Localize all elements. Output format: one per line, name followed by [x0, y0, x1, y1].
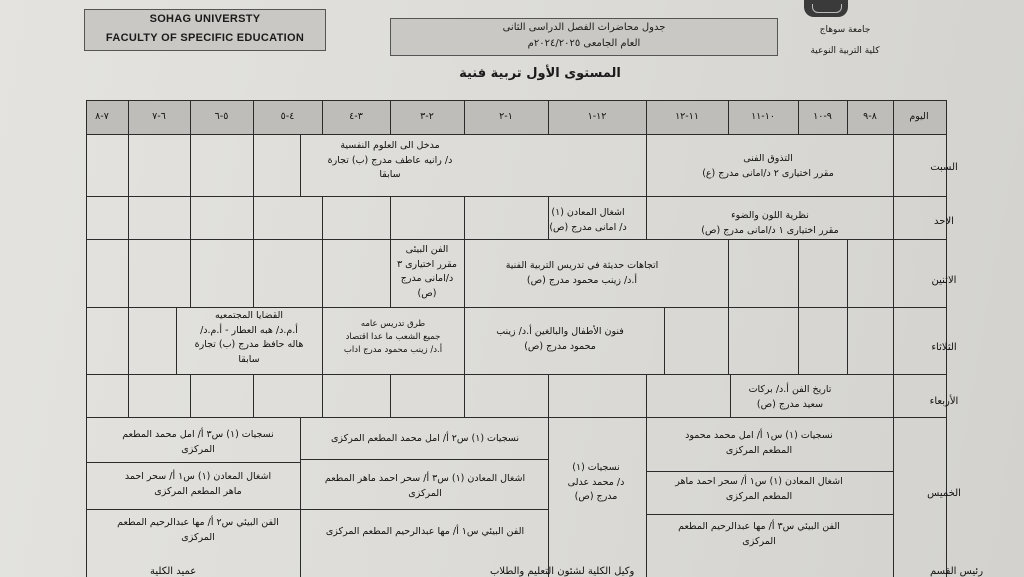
col-line: [646, 134, 647, 196]
col-line: [390, 374, 391, 417]
university-header-box: [84, 9, 326, 51]
faculty-name-en: FACULTY OF SPECIFIC EDUCATION: [105, 32, 305, 44]
day-label-thursday: الخميس: [927, 488, 961, 499]
thu-sub-line: [646, 471, 893, 472]
col-line: [322, 239, 323, 307]
col-line: [128, 196, 129, 239]
session-thu-metalwork-s1b: اشغال المعادن (١) س١ أ/ سحر احمد ماهر المطعم المركزى: [124, 471, 272, 497]
col-line: [128, 307, 129, 374]
thu-sub-line: [300, 459, 548, 460]
university-name-en: SOHAG UNIVERSTY: [149, 13, 261, 25]
col-line: [646, 417, 647, 577]
col-line: [847, 307, 848, 374]
session-sat-psychology: مدخل الى العلوم النفسية د/ رانيه عاطف مدرج (ب) تجارة سابقا: [327, 140, 453, 181]
col-line: [847, 239, 848, 307]
session-thu-metalwork-s1: اشغال المعادن (١) س١ أ/ سحر احمد ماهر المطعم المركزى: [675, 476, 843, 502]
session-thu-textiles-s3: نسجيات (١) س٣ أ/ امل محمد المطعم المركزى: [122, 429, 274, 455]
row-line: [86, 100, 946, 101]
day-label-monday: الاثنين: [931, 275, 957, 286]
session-tue-children-arts: فنون الأطفال والبالغين أ.د/ زينب محمود مدرج (ص): [496, 326, 624, 352]
col-line: [253, 239, 254, 307]
session-thu-environmental-s2: الفن البيئي س٢ أ/ مها عبدالرحيم المطعم المركزى: [117, 517, 279, 543]
time-slot-header: ١٢-١: [587, 111, 607, 122]
session-sun-color-theory: نظرية اللون والضوء مقرر اختيارى ١ د/امانى مدرج (ص): [701, 210, 839, 236]
col-line: [190, 374, 191, 417]
day-label-sunday: الاحد: [934, 216, 954, 227]
session-thu-environmental-s3: الفن البيئي س٣ أ/ مها عبدالرحيم المطعم المركزى: [678, 521, 840, 547]
col-line: [798, 307, 799, 374]
col-line: [730, 374, 731, 417]
time-slot-header: ٨-٩: [863, 111, 877, 122]
day-column-header: اليوم: [909, 111, 929, 122]
col-line: [728, 307, 729, 374]
time-slot-header: ٧-٨: [95, 111, 109, 122]
col-line: [190, 239, 191, 307]
signature-department-head: رئيس القسم: [930, 566, 984, 577]
row-line: [86, 374, 946, 375]
time-slot-header: ٥-٦: [214, 111, 229, 122]
col-line: [322, 196, 323, 239]
col-line: [128, 239, 129, 307]
signature-vice-dean: وكيل الكلية لشئون التعليم والطلاب: [490, 566, 635, 577]
thu-sub-line: [86, 462, 300, 463]
col-line: [253, 196, 254, 239]
time-slot-header: ٢-٣: [420, 111, 434, 122]
col-line: [798, 239, 799, 307]
col-line: [646, 196, 647, 239]
col-line: [464, 374, 465, 417]
signature-dean: عميد الكلية: [150, 566, 197, 577]
day-label-wednesday: الأربعاء: [929, 396, 959, 407]
time-slot-header: ١١-١٢: [675, 111, 699, 122]
row-line: [86, 134, 946, 135]
time-slot-header: ٦-٧: [152, 111, 166, 122]
col-line: [646, 374, 647, 417]
session-tue-teaching-methods: طرق تدريس عامه جميع الشعب ما عدا اقتصاد أ.د/ زينب محمود مدرج اداب: [343, 319, 443, 356]
session-thu-textiles-s2: نسجيات (١) س٢ أ/ امل محمد المطعم المركزى: [331, 433, 519, 444]
col-line: [390, 196, 391, 239]
row-line: [86, 239, 946, 240]
session-sat-appreciation: التذوق الفنى مقرر اختيارى ٢ د/امانى مدرج (ع): [702, 153, 834, 179]
schedule-title: جدول محاضرات الفصل الدراسى الثانى: [502, 22, 666, 33]
col-line: [548, 374, 549, 417]
row-line: [86, 196, 946, 197]
thu-sub-line: [86, 509, 300, 510]
time-slot-header: ١٠-١١: [751, 111, 775, 122]
day-col-line: [893, 134, 894, 577]
university-name-ar: جامعة سوهاج: [819, 25, 871, 35]
col-line: [464, 196, 465, 239]
session-thu-textiles-s1: نسجيات (١) س١ أ/ امل محمد محمود المطعم المركزى: [685, 430, 833, 456]
row-line: [86, 417, 946, 418]
time-slot-header: ٤-٥: [280, 111, 295, 122]
thu-sub-line: [646, 514, 893, 515]
col-line: [253, 134, 254, 196]
time-slot-header: ٣-٤: [349, 111, 363, 122]
col-line: [728, 239, 729, 307]
schedule-title-box: [390, 18, 778, 56]
session-thu-textiles-lecture: نسجيات (١) د/ محمد عدلى مدرج (ص): [567, 462, 625, 503]
session-sun-metalwork: اشغال المعادن (١) د/ امانى مدرج (ص): [549, 207, 627, 233]
university-header-ar: [790, 20, 900, 62]
col-line: [253, 374, 254, 417]
time-slot-header: ١-٢: [499, 111, 513, 122]
day-label-tuesday: الثلاثاء: [931, 342, 957, 353]
col-line: [128, 374, 129, 417]
session-wed-art-history: تاريخ الفن أ.د/ بركات سعيد مدرج (ص): [748, 384, 832, 410]
col-line: [190, 134, 191, 196]
time-slot-header: ٩-١٠: [813, 111, 832, 122]
level-title: المستوى الأول تربية فنية: [459, 66, 621, 81]
faculty-name-ar: كلية التربية النوعية: [810, 46, 880, 56]
day-label-saturday: السبت: [930, 162, 958, 173]
col-line: [128, 134, 129, 196]
session-mon-environmental: الفن البيئى مقرر اختيارى ٣ د/امانى مدرج (ص): [396, 244, 458, 300]
session-thu-environmental-s1: الفن البيئي س١ أ/ مها عبدالرحيم المطعم المركزى: [325, 526, 525, 537]
session-mon-trends: اتجاهات حديثة في تدريس التربية الفنية أ.د/ زينب محمود مدرج (ص): [505, 260, 659, 286]
table-border-left: [86, 100, 87, 577]
thu-sub-line: [300, 509, 548, 510]
university-logo-icon: [804, 0, 848, 17]
session-thu-metalwork-s3: اشغال المعادن (١) س٣ أ/ سحر احمد ماهر المطعم المركزى: [324, 473, 526, 499]
col-line: [322, 374, 323, 417]
academic-year: العام الجامعى ٢٠٢٤/٢٠٢٥م: [527, 38, 641, 49]
col-line: [190, 196, 191, 239]
session-tue-social-issues: القضايا المجتمعيه أ.م.د/ هبه العطار - أ.م.د/ هاله حافظ مدرج (ب) تجارة سابقا: [194, 310, 304, 366]
